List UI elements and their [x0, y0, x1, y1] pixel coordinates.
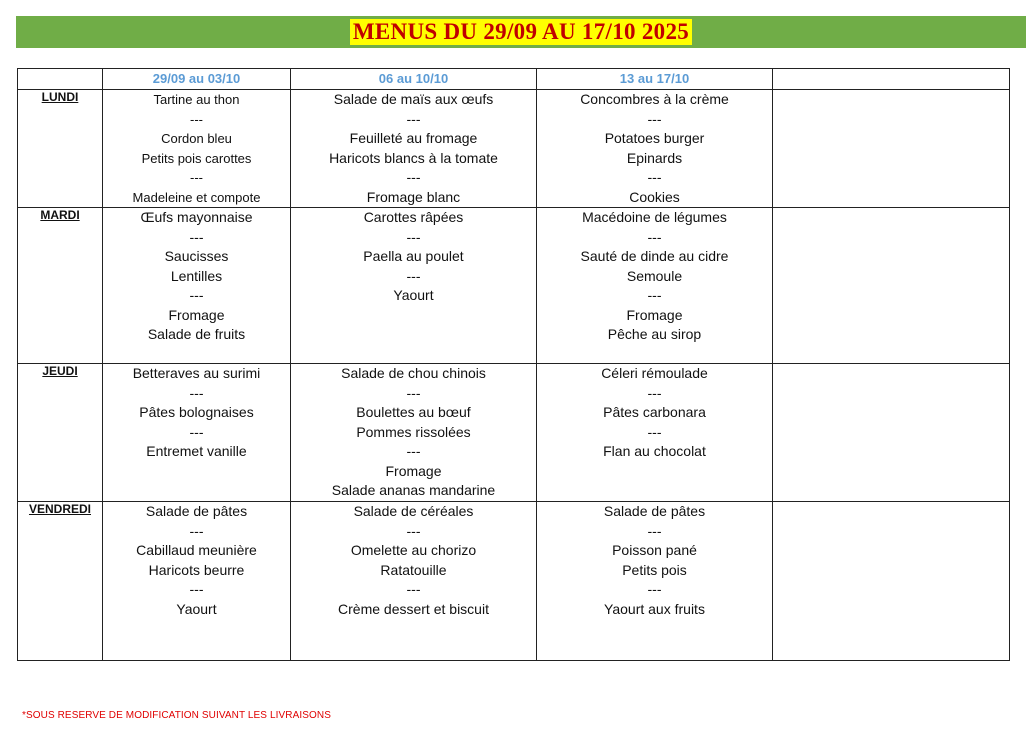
dish-separator: ---	[647, 110, 662, 127]
title-banner	[16, 16, 1026, 48]
dish-item: Salade de maïs aux œufs	[333, 91, 494, 107]
dish-separator: ---	[406, 522, 421, 539]
menu-cell	[773, 502, 1010, 661]
dish-item: Salade de pâtes	[603, 503, 706, 519]
dish-item: Fromage	[385, 462, 442, 479]
menu-table	[17, 68, 1010, 661]
dish-item: Salade de chou chinois	[341, 365, 486, 381]
dish-separator: ---	[190, 170, 203, 185]
dish-item: Concombres à la crème	[580, 91, 729, 107]
menu-cell	[773, 90, 1010, 208]
dish-item: Betteraves au surimi	[132, 365, 261, 381]
dish-separator: ---	[189, 287, 204, 303]
dish-item: Macédoine de légumes	[582, 209, 727, 225]
dish-item: Saucisses	[164, 248, 229, 264]
dish-item: Lentilles	[170, 267, 223, 284]
menu-cell	[291, 502, 537, 661]
dish-item: Poisson pané	[612, 542, 697, 558]
dish-separator: ---	[189, 384, 204, 401]
dish-item: Crème dessert et biscuit	[338, 600, 489, 617]
dish-item: Salade ananas mandarine	[331, 482, 496, 498]
menu-cell	[537, 90, 773, 208]
page-title: MENUS DU 29/09 AU 17/10 2025	[350, 19, 692, 45]
table-row	[18, 208, 1010, 364]
dish-separator: ---	[406, 110, 421, 127]
dish-separator: ---	[189, 423, 204, 440]
dish-separator: ---	[406, 581, 421, 597]
dish-separator: ---	[406, 169, 421, 185]
dish-item: Flan au chocolat	[603, 443, 706, 459]
dish-item: Yaourt	[176, 600, 217, 617]
dish-item: Salade de céréales	[353, 503, 474, 519]
menu-cell	[103, 364, 291, 502]
dish-separator: ---	[190, 111, 203, 127]
table-row	[18, 502, 1010, 661]
menu-cell	[537, 364, 773, 502]
menu-cell	[773, 208, 1010, 364]
dish-item: Madeleine et compote	[132, 189, 261, 205]
menu-cell	[537, 502, 773, 661]
dish-item: Potatoes burger	[604, 130, 705, 146]
footnote: *SOUS RESERVE DE MODIFICATION SUIVANT LES LIVRAISONS	[22, 710, 331, 721]
dish-item: Boulettes au bœuf	[356, 404, 471, 420]
dish-separator: ---	[189, 522, 204, 539]
menu-cell	[291, 90, 537, 208]
dish-item: Pâtes bolognaises	[139, 404, 254, 420]
dish-item: Semoule	[626, 267, 683, 284]
dish-separator: ---	[647, 228, 662, 245]
dish-item: Paella au poulet	[363, 248, 464, 264]
column-header-week-3: 13 au 17/10	[537, 69, 773, 90]
dish-separator: ---	[406, 443, 421, 459]
dish-separator: ---	[647, 169, 662, 185]
dish-item: Fromage	[626, 306, 683, 323]
dish-item: Petits pois	[622, 561, 687, 578]
dish-item: Cookies	[629, 188, 680, 205]
column-header-week-2: 06 au 10/10	[291, 69, 537, 90]
column-header-week-1: 29/09 au 03/10	[103, 69, 291, 90]
dish-item: Petits pois carottes	[141, 150, 252, 166]
day-label-lundi: LUNDI	[18, 90, 103, 208]
day-label-jeudi: JEUDI	[18, 364, 103, 502]
dish-item: Cabillaud meunière	[136, 542, 257, 558]
column-header-week-4	[773, 69, 1010, 90]
menu-cell	[291, 208, 537, 364]
dish-item: Haricots blancs à la tomate	[329, 149, 498, 166]
menu-cell	[103, 208, 291, 364]
dish-item: Fromage	[168, 306, 225, 323]
table-row	[18, 90, 1010, 208]
dish-separator: ---	[406, 228, 421, 245]
dish-separator: ---	[647, 581, 662, 597]
dish-item: Cordon bleu	[161, 131, 232, 146]
dish-item: Entremet vanille	[146, 443, 247, 459]
table-row	[18, 364, 1010, 502]
menu-cell	[773, 364, 1010, 502]
dish-item: Pêche au sirop	[607, 326, 702, 342]
menu-cell	[103, 90, 291, 208]
dish-separator: ---	[406, 384, 421, 401]
day-label-vendredi: VENDREDI	[18, 502, 103, 661]
dish-item: Pâtes carbonara	[603, 404, 706, 420]
menu-cell	[103, 502, 291, 661]
dish-item: Tartine au thon	[153, 92, 240, 107]
dish-separator: ---	[647, 522, 662, 539]
dish-item: Œufs mayonnaise	[140, 209, 253, 225]
dish-item: Céleri rémoulade	[601, 365, 708, 381]
dish-separator: ---	[189, 228, 204, 245]
dish-item: Carottes râpées	[363, 209, 464, 225]
dish-separator: ---	[647, 423, 662, 440]
dish-item: Yaourt aux fruits	[604, 600, 705, 617]
dish-item: Salade de fruits	[147, 326, 246, 342]
dish-item: Haricots beurre	[148, 561, 245, 578]
dish-separator: ---	[189, 581, 204, 597]
dish-item: Pommes rissolées	[356, 423, 471, 440]
corner-cell	[18, 69, 103, 90]
day-label-mardi: MARDI	[18, 208, 103, 364]
dish-item: Omelette au chorizo	[350, 542, 477, 558]
dish-item: Sauté de dinde au cidre	[580, 248, 729, 264]
dish-item: Ratatouille	[380, 561, 447, 578]
menu-cell	[291, 364, 537, 502]
dish-item: Feuilleté au fromage	[349, 130, 478, 146]
dish-item: Salade de pâtes	[145, 503, 248, 519]
menu-cell	[537, 208, 773, 364]
dish-separator: ---	[647, 384, 662, 401]
dish-item: Yaourt	[393, 287, 434, 303]
dish-item: Epinards	[626, 149, 683, 166]
dish-item: Fromage blanc	[366, 188, 461, 205]
dish-separator: ---	[647, 287, 662, 303]
dish-separator: ---	[406, 267, 421, 284]
header-row	[18, 69, 1010, 90]
